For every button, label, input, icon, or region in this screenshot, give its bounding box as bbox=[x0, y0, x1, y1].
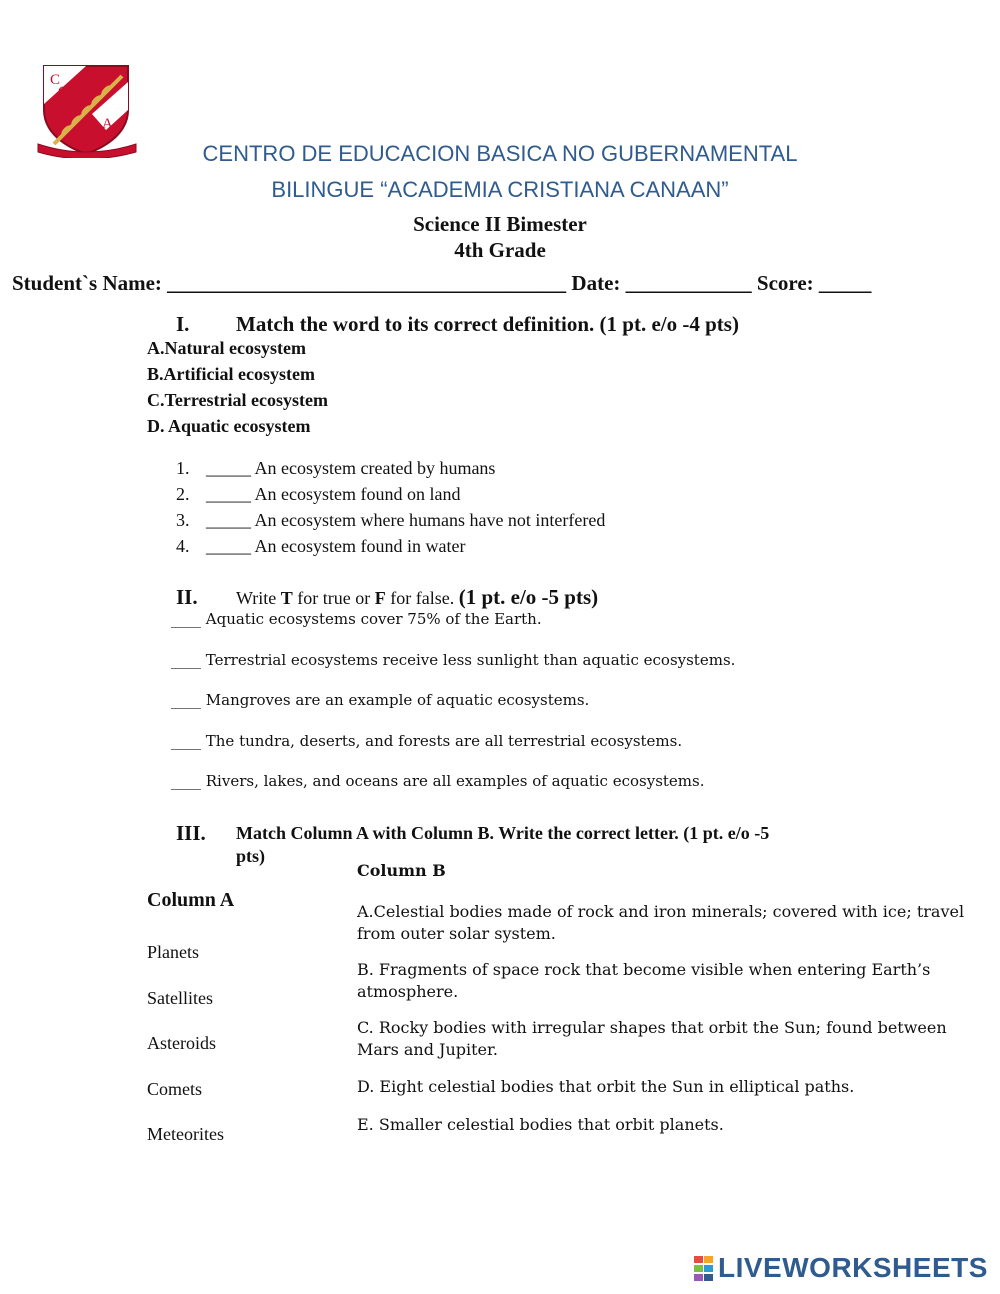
section-1-heading: Match the word to its correct definition. (1 pt. e/o -4 pts) bbox=[236, 312, 739, 336]
match-item[interactable]: _____ An ecosystem created by humans bbox=[206, 458, 496, 478]
instr-end: for false. bbox=[390, 588, 455, 608]
match-item-number: 4. bbox=[176, 536, 190, 556]
liveworksheets-icon bbox=[694, 1256, 714, 1282]
match-item-number: 1. bbox=[176, 458, 190, 478]
true-false-statement[interactable]: ____ Aquatic ecosystems cover 75% of the Earth. bbox=[171, 610, 542, 628]
column-a-item[interactable]: Satellites bbox=[147, 988, 213, 1008]
instr-true-letter: T bbox=[280, 588, 293, 608]
student-info-line: Student`s Name: ______________________________________ Date: ____________ Score: _____ bbox=[12, 271, 872, 295]
option-d: D. Aquatic ecosystem bbox=[147, 416, 311, 436]
school-name-line-1: CENTRO DE EDUCACION BASICA NO GUBERNAMENTAL bbox=[202, 141, 798, 166]
instr-false-letter: F bbox=[374, 588, 386, 608]
subject-title: Science II Bimester bbox=[413, 212, 587, 236]
section-3-number: III. bbox=[176, 821, 206, 845]
option-c: C.Terrestrial ecosystem bbox=[147, 390, 328, 410]
option-b: B.Artificial ecosystem bbox=[147, 364, 315, 384]
section-3-heading-cont: pts) bbox=[236, 846, 266, 866]
section-1-number: I. bbox=[176, 312, 190, 336]
column-b-item: C. Rocky bodies with irregular shapes that orbit the Sun; found between Mars and Jupiter. bbox=[357, 1018, 947, 1059]
true-false-statement[interactable]: ____ Mangroves are an example of aquatic ecosystems. bbox=[171, 691, 590, 709]
column-b-item: B. Fragments of space rock that become visible when entering Earth’s atmosphere. bbox=[357, 960, 931, 1001]
section-3-heading: Match Column A with Column B. Write the correct letter. (1 pt. e/o -5 bbox=[236, 823, 770, 843]
section-2-points: (1 pt. e/o -5 pts) bbox=[458, 585, 599, 609]
column-a-item[interactable]: Comets bbox=[147, 1079, 203, 1099]
instr-mid: for true or bbox=[297, 588, 371, 608]
liveworksheets-logo[interactable] bbox=[694, 1254, 994, 1284]
school-name-line-2: BILINGUE “ACADEMIA CRISTIANA CANAAN” bbox=[271, 177, 729, 202]
column-b-item: E. Smaller celestial bodies that orbit planets. bbox=[357, 1115, 724, 1134]
column-b-item: A.Celestial bodies made of rock and iron minerals; covered with ice; travel from outer solar system. bbox=[357, 902, 965, 943]
column-a-item[interactable]: Planets bbox=[147, 942, 199, 962]
column-a-item[interactable]: Asteroids bbox=[147, 1033, 216, 1053]
option-a: A.Natural ecosystem bbox=[147, 338, 306, 358]
instr-write: Write bbox=[236, 588, 277, 608]
column-b-title: Column B bbox=[357, 861, 446, 880]
match-item[interactable]: _____ An ecosystem where humans have not interfered bbox=[206, 510, 606, 530]
true-false-statement[interactable]: ____ Rivers, lakes, and oceans are all examples of aquatic ecosystems. bbox=[171, 772, 705, 790]
match-item[interactable]: _____ An ecosystem found in water bbox=[206, 536, 466, 556]
true-false-statement[interactable]: ____ Terrestrial ecosystems receive less sunlight than aquatic ecosystems. bbox=[171, 651, 736, 669]
match-item-number: 2. bbox=[176, 484, 190, 504]
crest-letter-1: C bbox=[50, 72, 61, 88]
section-2-instructions bbox=[236, 585, 598, 610]
section-2-number: II. bbox=[176, 585, 198, 609]
match-item[interactable]: _____ An ecosystem found on land bbox=[206, 484, 461, 504]
column-a-title: Column A bbox=[147, 889, 235, 911]
true-false-statement[interactable]: ____ The tundra, deserts, and forests are all terrestrial ecosystems. bbox=[171, 732, 683, 750]
crest-letter-2: C bbox=[58, 84, 69, 100]
liveworksheets-wordmark: LIVEWORKSHEETS bbox=[718, 1252, 988, 1283]
crest-letter-3: A bbox=[102, 116, 113, 132]
column-b-item: D. Eight celestial bodies that orbit the Sun in elliptical paths. bbox=[357, 1077, 855, 1096]
column-a-item[interactable]: Meteorites bbox=[147, 1124, 224, 1144]
match-item-number: 3. bbox=[176, 510, 190, 530]
grade-title: 4th Grade bbox=[454, 238, 546, 262]
